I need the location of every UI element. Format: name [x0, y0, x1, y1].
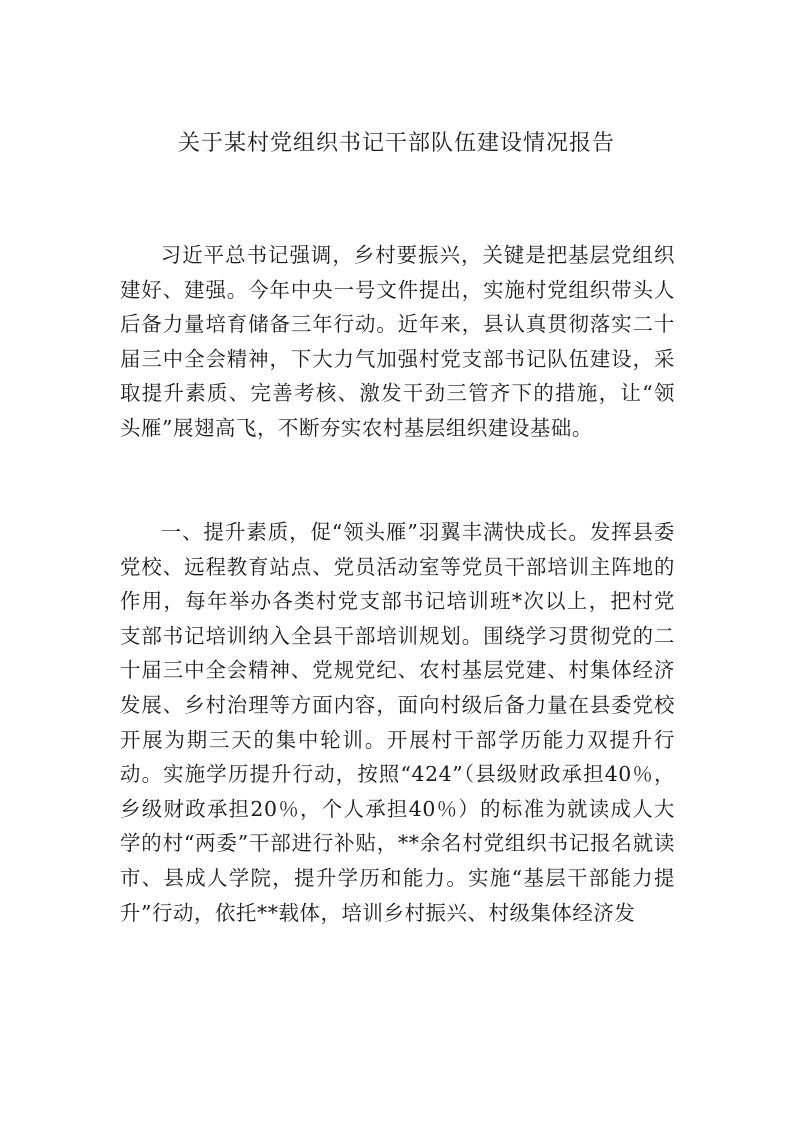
document-title: 关于某村党组织书记干部队伍建设情况报告: [177, 131, 615, 156]
paragraph-intro: 习近平总书记强调，乡村要振兴，关键是把基层党组织建好、建强。今年中央一号文件提出，实施村党组织带头人后备力量培育储备三年行动。近年来，县认真贯彻落实二十届三中全会精神，下大力气加强村党支部书记队伍建设，采取提升素质、完善考核、激发干劲三管齐下的措施，让“领头雁”展翅高飞，不断夯实农村基层组织建设基础。: [120, 243, 675, 440]
paragraph-section-one: 一、提升素质，促“领头雁”羽翼丰满快成长。发挥县委党校、远程教育站点、党员活动室等党员干部培训主阵地的作用，每年举办各类村党支部书记培训班*次以上，把村党支部书记培训纳入全县干部培训规划。围绕学习贯彻党的二十届三中全会精神、党规党纪、农村基层党建、村集体经济发展、乡村治理等方面内容，面向村级后备力量在县委党校开展为期三天的集中轮训。开展村干部学历能力双提升行动。实施学历提升行动，按照“424”（县级财政承担40％，乡级财政承担20％，个人承担40％）的标准为就读成人大学的村“两委”干部进行补贴，**余名村党组织书记报名就读市、县成人学院，提升学历和能力。实施“基层干部能力提升”行动，依托**载体，培训乡村振兴、村级集体经济发: [120, 520, 675, 925]
